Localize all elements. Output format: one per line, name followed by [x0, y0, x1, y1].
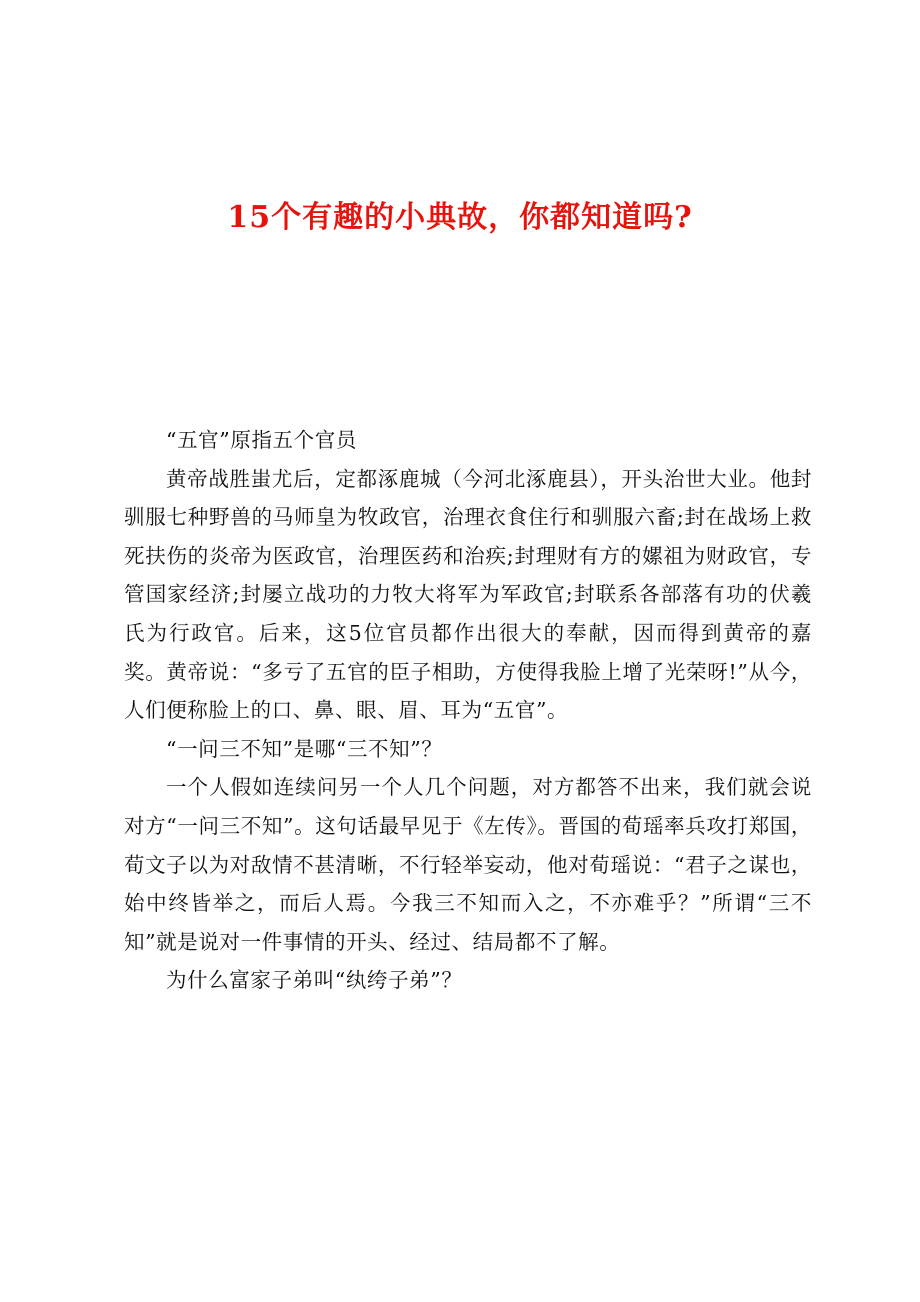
document-title: 15个有趣的小典故，你都知道吗? — [227, 200, 693, 235]
heading-sanbuzhi: “一问三不知”是哪“三不知”？ — [166, 736, 443, 761]
heading-wuguan: “五官”原指五个官员 — [166, 428, 357, 452]
paragraph-sanbuzhi: 一个人假如连续问另一个人几个问题，对方都答不出来，我们就会说对方“一问三不知”。这句话最早见于《左传》。晋国的荀瑶率兵攻打郑国，荀文子以为对敌情不甚清晰，不行轻举妄动，他对荀瑶说：“君子之谋也，始中终皆举之，而后人焉。今我三不知而入之，不亦难乎？”所谓“三不知”就是说对一件事情的开头、经过、结局都不了解。 — [124, 775, 812, 954]
document-body — [124, 421, 812, 1000]
heading-wanku: 为什么富家子弟叫“纨绔子弟”？ — [166, 968, 463, 993]
paragraph-wuguan: 黄帝战胜蚩尤后，定都涿鹿城（今河北涿鹿县），开头治世大业。他封驯服七种野兽的马师皇为牧政官，治理衣食住行和驯服六畜;封在战场上救死扶伤的炎帝为医政官，治理医药和治疾;封理财有方的嫘祖为财政官，专管国家经济;封屡立战功的力牧大将军为军政官;封联系各部落有功的伏羲氏为行政官。后来，这5位官员都作出很大的奉献，因而得到黄帝的嘉奖。黄帝说：“多亏了五官的臣子相助，方使得我脸上增了光荣呀!”从今，人们便称脸上的口、鼻、眼、眉、耳为“五官”。 — [124, 466, 812, 723]
